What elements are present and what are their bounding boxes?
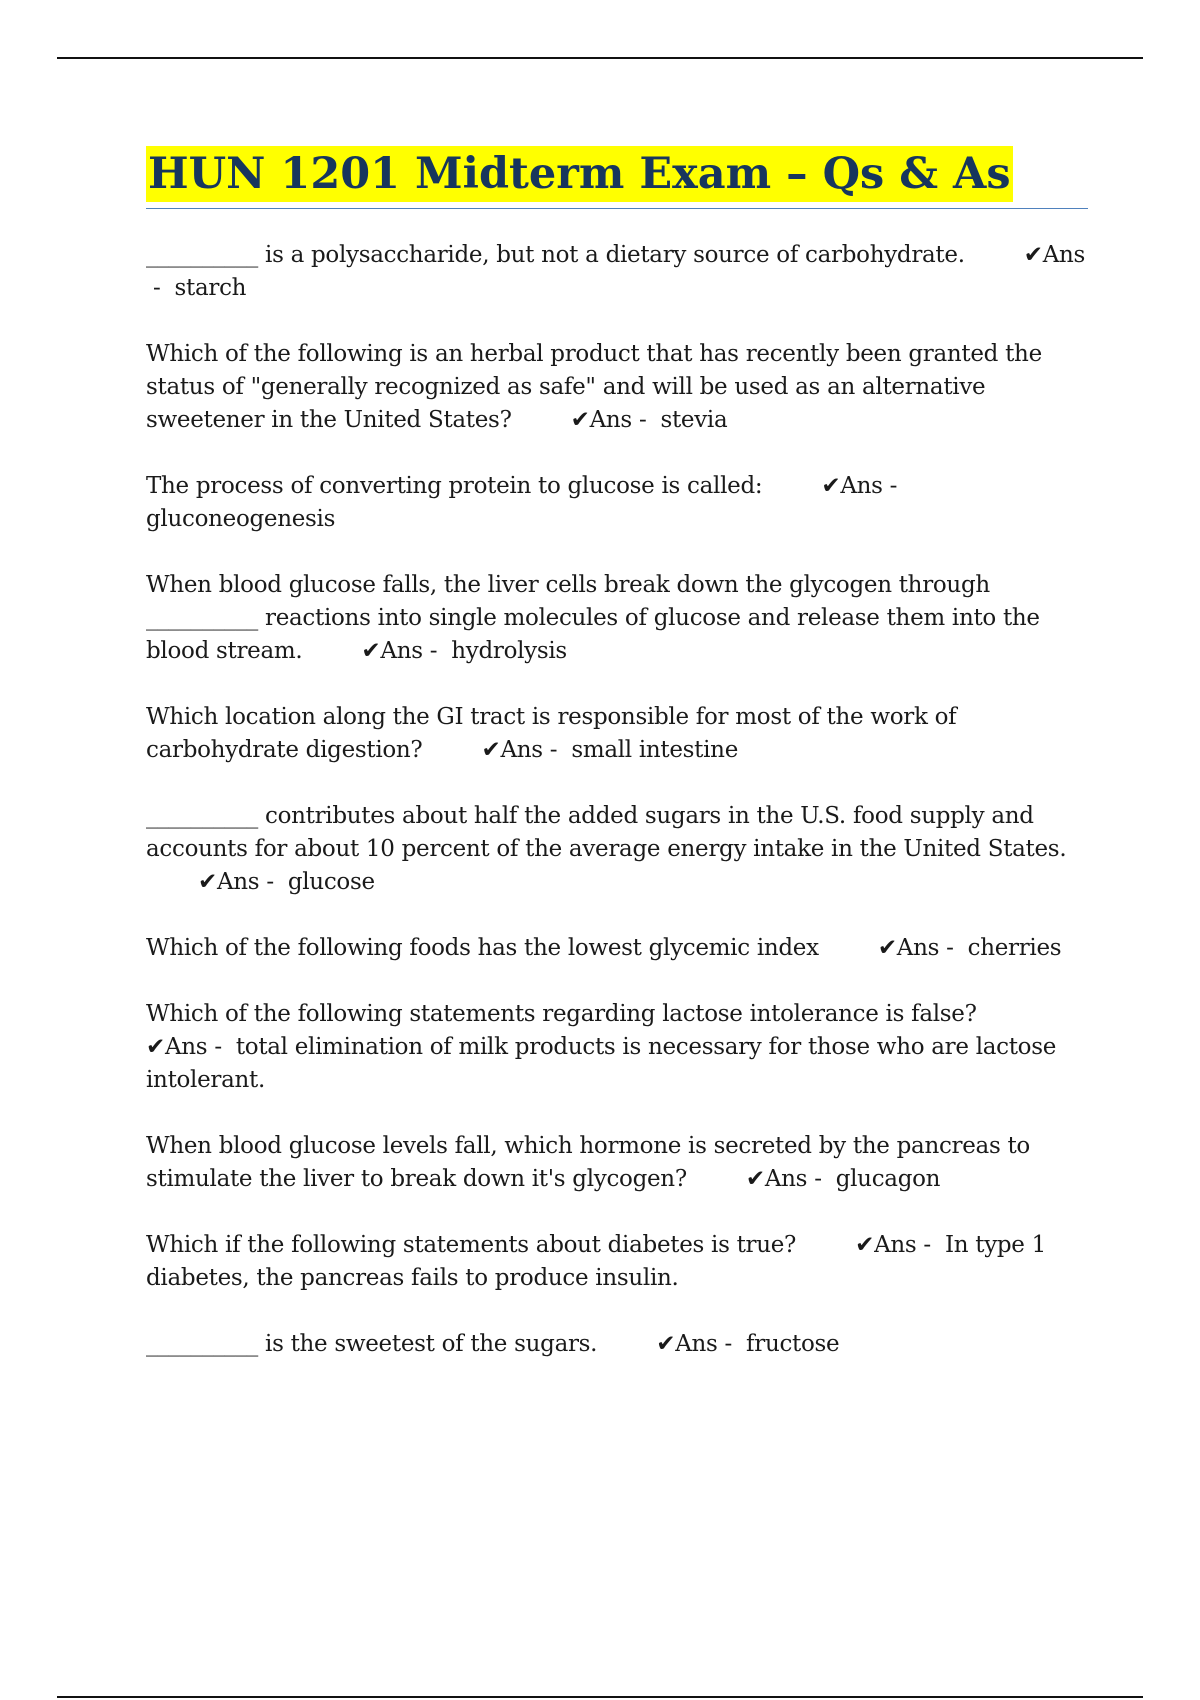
- answer-label: ✔Ans: [877, 935, 940, 961]
- question-text: Which of the following foods has the lowest glycemic index: [146, 935, 819, 961]
- answer-separator: -: [542, 737, 565, 763]
- title-block: [146, 146, 1088, 209]
- answer-label: ✔Ans: [821, 473, 883, 499]
- answer-label: ✔Ans: [198, 869, 260, 895]
- qa-item: [146, 569, 1088, 668]
- answer-label: ✔Ans: [855, 1232, 917, 1258]
- question-text: The process of converting protein to glucose is called:: [146, 473, 763, 499]
- answer-text: cherries: [967, 935, 1062, 961]
- question-text: Which of the following is an herbal product that has recently been granted the status of "generally recognized as safe" and will be used as an alternative sweetener in the United States?: [146, 341, 1042, 433]
- document-title: HUN 1201 Midterm Exam – Qs & As: [146, 146, 1013, 202]
- answer-text: starch: [174, 275, 247, 301]
- question-text: __________ is a polysaccharide, but not a dietary source of carbohydrate.: [146, 242, 965, 268]
- answer-text: small intestine: [571, 737, 739, 763]
- question-text: __________ contributes about half the added sugars in the U.S. food supply and accounts for about 10 percent of the average energy intake in the United States.: [146, 803, 1067, 862]
- qa-item: [146, 1229, 1088, 1295]
- answer-text: glucose: [287, 869, 375, 895]
- answer-text: gluconeogenesis: [146, 506, 336, 532]
- answer-separator: -: [146, 275, 168, 301]
- qa-item: [146, 1130, 1088, 1196]
- answer-text: In type 1 diabetes, the pancreas fails to produce insulin.: [146, 1232, 1046, 1291]
- answer-separator: -: [939, 935, 961, 961]
- answer-separator: -: [259, 869, 281, 895]
- answer-text: fructose: [746, 1331, 840, 1357]
- qa-item: [146, 239, 1088, 305]
- question-text: Which if the following statements about diabetes is true?: [146, 1232, 797, 1258]
- answer-text: hydrolysis: [451, 638, 567, 664]
- answer-label: ✔Ans: [1023, 242, 1086, 268]
- answer-label: ✔Ans: [361, 638, 423, 664]
- header-rule: [57, 57, 1143, 59]
- qa-list: [146, 239, 1088, 1361]
- question-text: __________ is the sweetest of the sugars.: [146, 1331, 598, 1357]
- footer-rule: [57, 1696, 1143, 1698]
- qa-item: [146, 701, 1088, 767]
- qa-item: [146, 800, 1088, 899]
- answer-label: ✔Ans: [570, 407, 632, 433]
- question-text: When blood glucose levels fall, which hormone is secreted by the pancreas to stimulate the liver to break down it's glycogen?: [146, 1133, 1030, 1192]
- answer-separator: -: [882, 473, 905, 499]
- answer-label: ✔Ans: [146, 1034, 208, 1060]
- answer-separator: -: [916, 1232, 938, 1258]
- answer-text: total elimination of milk products is necessary for those who are lactose intolerant.: [146, 1034, 1057, 1093]
- qa-item: [146, 470, 1088, 536]
- question-text: Which of the following statements regarding lactose intolerance is false?: [146, 1001, 977, 1027]
- answer-label: ✔Ans: [745, 1166, 808, 1192]
- qa-item: [146, 338, 1088, 437]
- answer-separator: -: [631, 407, 654, 433]
- answer-text: stevia: [660, 407, 728, 433]
- question-text: Which location along the GI tract is responsible for most of the work of carbohydrate digestion?: [146, 704, 957, 763]
- document-body: [146, 146, 1088, 1394]
- answer-separator: -: [717, 1331, 740, 1357]
- answer-text: glucagon: [835, 1166, 941, 1192]
- question-text: When blood glucose falls, the liver cells break down the glycogen through __________ reactions into single molecules of glucose and release them into the blood stream.: [146, 572, 1040, 664]
- answer-separator: -: [422, 638, 445, 664]
- answer-separator: -: [807, 1166, 829, 1192]
- answer-separator: -: [207, 1034, 229, 1060]
- qa-item: [146, 932, 1088, 965]
- answer-label: ✔Ans: [656, 1331, 718, 1357]
- answer-label: ✔Ans: [481, 737, 543, 763]
- qa-item: [146, 998, 1088, 1097]
- qa-item: [146, 1328, 1088, 1361]
